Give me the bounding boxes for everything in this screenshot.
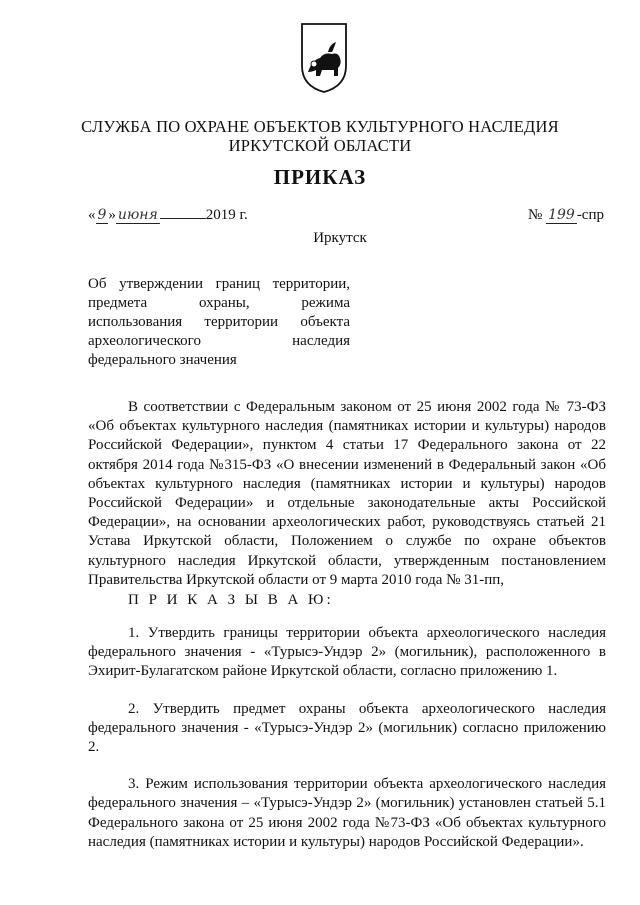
date-month: июня — [117, 207, 158, 223]
date-year: 2019 г. — [205, 207, 248, 223]
order-item-3: 3. Режим использования территории объекта археологического наследия федерального значения – «Турысэ-Ундэр 2» (могильник) установлен статьей 5.1 Федерального закона от 25 июня 2002 года №73-ФЗ «Об объектах культурного наследия (памятниках истории и культуры) народов Российской Федерации». — [88, 776, 606, 850]
order-date — [88, 207, 248, 224]
order-subject — [88, 275, 350, 370]
order-items — [88, 624, 606, 870]
date-open-quote: « — [88, 207, 96, 223]
number-prefix: № — [528, 207, 543, 223]
subject-line: предмета охраны, режима — [88, 295, 350, 311]
city: Иркутск — [313, 230, 367, 246]
subject-line: Об утверждении границ территории, — [88, 276, 350, 292]
date-close-quote: » — [108, 207, 116, 223]
order-item-2: 2. Утвердить предмет охраны объекта археологического наследия федерального значения - «Турысэ-Ундэр 2» (могильник) согласно приложению 2. — [88, 700, 606, 756]
order-word: П Р И К А З Ы В А Ю: — [128, 592, 334, 608]
subject-line: использования территории объекта — [88, 314, 350, 330]
preamble — [88, 398, 606, 590]
subject-line: археологического наследия — [88, 333, 350, 349]
order-item-1: 1. Утвердить границы территории объекта археологического наследия федерального значения - «Турысэ-Ундэр 2» (могильник), расположенного в Эхирит-Булагатском районе Иркутской области, согласно приложению 1. — [88, 625, 606, 680]
agency-name-line1: СЛУЖБА ПО ОХРАНЕ ОБЪЕКТОВ КУЛЬТУРНОГО НАСЛЕДИЯ — [81, 117, 559, 136]
preamble-paragraph: В соответствии с Федеральным законом от 25 июня 2002 года № 73-ФЗ «Об объектах культурного наследия (памятниках истории и культуры) народов Российской Федерации», пунктом 4 статьи 17 Федерального закона от 22 октября 2014 года №315-ФЗ «О внесении изменений в Федеральный закон «Об объектах культурного наследия (памятниках истории и культуры) народов Российской Федерации» и отдельные законодательные акты Российской Федерации», на основании археологических работ, руководствуясь статьей 21 Устава Иркутской области, Положением о службе по охране объектов культурного наследия Иркутской области, утвержденным постановлением Правительства Иркутской области от 9 марта 2010 года № 31-пп, — [88, 399, 606, 588]
date-day: 9 — [97, 207, 107, 223]
subject-line: федерального значения — [88, 352, 237, 368]
number-suffix: -спр — [576, 207, 604, 223]
agency-name-line2: ИРКУТСКОЙ ОБЛАСТИ — [228, 136, 412, 155]
coat-of-arms-icon — [298, 22, 350, 94]
date-blank-line — [160, 218, 206, 219]
order-number — [528, 207, 604, 224]
document-title: ПРИКАЗ — [273, 165, 367, 189]
number-value: 199 — [548, 207, 575, 223]
